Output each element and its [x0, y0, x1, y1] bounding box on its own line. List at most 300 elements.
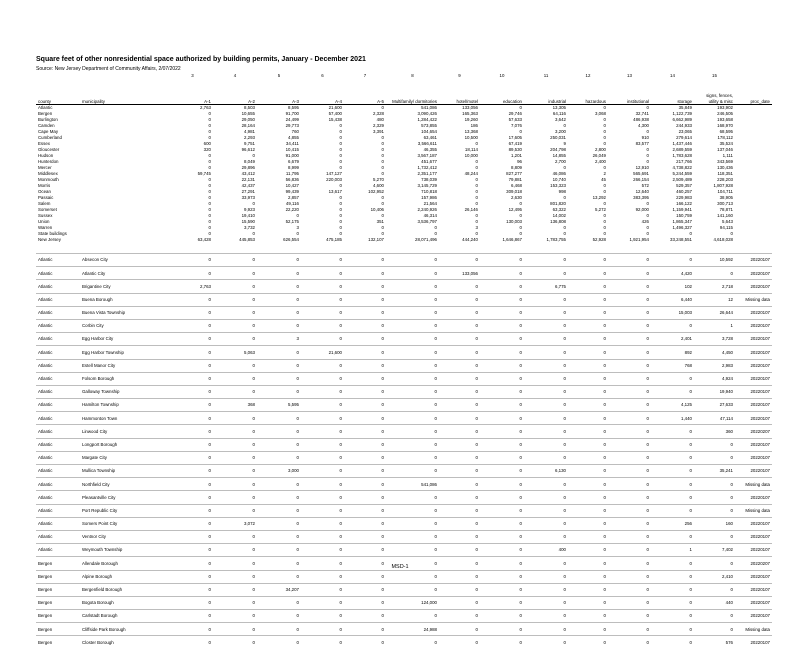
value-cell: 0 [213, 385, 257, 398]
value-cell: 24,988 [386, 623, 439, 636]
value-cell: 0 [257, 636, 301, 649]
value-cell: 0 [651, 583, 694, 596]
value-cell: 0 [301, 636, 344, 649]
summary-value: 79,881 [508, 177, 522, 182]
value-cell: 0 [172, 465, 213, 478]
municipality-cell: Alpine Borough [80, 570, 172, 583]
value-cell: 0 [386, 280, 439, 293]
municipality-cell: Linwood City [80, 425, 172, 438]
summary-value: 157,986 [421, 195, 437, 200]
value-cell: 2,401 [651, 333, 694, 346]
value-cell: 1 [651, 544, 694, 557]
municipality-cell: Brigantine City [80, 280, 172, 293]
summary-value: 118,351 [717, 171, 733, 176]
county-name: New Jersey [38, 237, 61, 242]
value-cell: 4,125 [651, 399, 694, 412]
value-cell: 15,003 [651, 306, 694, 319]
county-cell: Atlantic [36, 425, 80, 438]
value-cell: 0 [386, 465, 439, 478]
value-cell: 0 [608, 465, 651, 478]
summary-value: 0 [339, 225, 342, 230]
value-cell: 5,595 [257, 399, 301, 412]
value-cell: 0 [213, 438, 257, 451]
value-cell: 0 [480, 478, 524, 491]
summary-value: 132,107 [368, 237, 384, 242]
value-cell: 0 [651, 319, 694, 332]
value-cell: 0 [694, 557, 735, 570]
summary-value: 475,185 [326, 237, 342, 242]
proc-date-cell: 20220107 [735, 306, 772, 319]
value-cell: 0 [651, 557, 694, 570]
proc-date-cell: 20220107 [735, 412, 772, 425]
value-cell: 0 [439, 544, 480, 557]
summary-value: 320 [203, 147, 211, 152]
value-cell: 0 [301, 623, 344, 636]
value-cell: 0 [386, 333, 439, 346]
value-cell: 768 [651, 359, 694, 372]
summary-value: 27,291 [241, 189, 255, 194]
value-cell: 0 [172, 438, 213, 451]
value-cell: 2,718 [694, 280, 735, 293]
summary-value: 0 [475, 165, 478, 170]
page-footer: MSD-1 [391, 564, 409, 570]
column-number: 4 [233, 73, 237, 78]
value-cell: 576 [694, 636, 735, 649]
summary-value: 141,160 [717, 213, 733, 218]
summary-value: 0 [339, 183, 342, 188]
table-row [36, 438, 772, 451]
summary-value: 6,679 [288, 159, 299, 164]
value-cell: 0 [608, 504, 651, 517]
value-cell: 0 [480, 530, 524, 543]
value-cell: 0 [480, 306, 524, 319]
value-cell: 47,114 [694, 412, 735, 425]
county-cell: Bergen [36, 557, 80, 570]
county-cell: Atlantic [36, 451, 80, 464]
summary-value: 541,086 [421, 105, 437, 110]
value-cell: 0 [213, 610, 257, 623]
value-cell: 0 [257, 359, 301, 372]
value-cell: 0 [386, 293, 439, 306]
county-cell: Bergen [36, 570, 80, 583]
value-cell: 6,775 [524, 280, 568, 293]
value-cell: 0 [213, 478, 257, 491]
summary-value: 0 [603, 105, 606, 110]
value-cell: 0 [344, 596, 386, 609]
summary-value: 3,200 [555, 129, 566, 134]
value-cell: 0 [608, 267, 651, 280]
value-cell: 0 [344, 359, 386, 372]
value-cell: 0 [439, 570, 480, 583]
summary-value: 0 [603, 231, 606, 236]
county-cell: Atlantic [36, 306, 80, 319]
summary-value: 0 [563, 195, 566, 200]
column-header: hazardous [568, 82, 608, 105]
summary-value: 0 [339, 207, 342, 212]
summary-value: 2,240,926 [417, 207, 437, 212]
municipality-cell: Egg Harbor Township [80, 346, 172, 359]
value-cell: 0 [480, 372, 524, 385]
value-cell: 0 [439, 359, 480, 372]
value-cell: 0 [694, 623, 735, 636]
value-cell: 0 [568, 333, 608, 346]
summary-value: 1,783,628 [672, 153, 692, 158]
proc-date-cell: 20220107 [735, 280, 772, 293]
value-cell: 0 [386, 610, 439, 623]
value-cell: 0 [480, 570, 524, 583]
value-cell: 0 [344, 333, 386, 346]
spacer-row [36, 243, 772, 254]
value-cell: 6,130 [524, 465, 568, 478]
summary-value: 600 [203, 141, 211, 146]
summary-value: 28,164 [241, 123, 255, 128]
summary-value: 565,691 [633, 171, 649, 176]
municipality-cell: Ventnor City [80, 530, 172, 543]
county-name: Monmouth [38, 177, 59, 182]
county-name: Hudson [38, 153, 54, 158]
county-name: State buildings [38, 231, 67, 236]
value-cell: 0 [568, 491, 608, 504]
value-cell: 0 [301, 530, 344, 543]
value-cell: 0 [172, 293, 213, 306]
summary-value: 0 [208, 231, 211, 236]
summary-value: 760 [291, 129, 299, 134]
summary-value: 9,751 [244, 141, 255, 146]
summary-value: 6,468 [511, 183, 522, 188]
summary-value: 64,116 [552, 111, 566, 116]
value-cell: 0 [213, 372, 257, 385]
value-cell: 0 [301, 570, 344, 583]
value-cell: 0 [608, 319, 651, 332]
value-cell: 0 [213, 412, 257, 425]
summary-value: 136,808 [550, 219, 566, 224]
summary-value: 166,122 [676, 201, 692, 206]
table-row [36, 293, 772, 306]
summary-value: 0 [603, 165, 606, 170]
value-cell: 0 [344, 412, 386, 425]
summary-value: 0 [208, 159, 211, 164]
table-row [36, 610, 772, 623]
summary-value: 2,630 [511, 195, 522, 200]
summary-value: 0 [339, 129, 342, 134]
value-cell: 0 [257, 385, 301, 398]
summary-value: 19,410 [241, 213, 255, 218]
value-cell: 0 [480, 425, 524, 438]
summary-value: 0 [208, 183, 211, 188]
summary-value: 0 [208, 177, 211, 182]
summary-value: 63,461 [423, 135, 437, 140]
summary-value: 0 [208, 153, 211, 158]
summary-value: 0 [434, 225, 437, 230]
summary-value: 451,677 [421, 159, 437, 164]
summary-value: 0 [339, 165, 342, 170]
value-cell: 0 [439, 280, 480, 293]
value-cell: 368 [213, 399, 257, 412]
proc-date-cell: 20220107 [735, 636, 772, 649]
summary-value: 343,569 [717, 159, 733, 164]
value-cell: 6,440 [651, 293, 694, 306]
value-cell: 0 [480, 610, 524, 623]
summary-value: 57,400 [328, 111, 342, 116]
column-header: A-2 [213, 82, 257, 105]
summary-value: 0 [208, 189, 211, 194]
proc-date-cell: Missing data [735, 623, 772, 636]
value-cell: 4,924 [694, 372, 735, 385]
value-cell: 0 [439, 636, 480, 649]
value-cell: 0 [480, 385, 524, 398]
summary-value: 266,154 [633, 177, 649, 182]
value-cell: 0 [608, 372, 651, 385]
value-cell: 0 [480, 465, 524, 478]
value-cell: 0 [480, 451, 524, 464]
value-cell: 0 [344, 399, 386, 412]
spacer-cell [36, 243, 772, 254]
county-name: Mercer [38, 165, 52, 170]
value-cell: 0 [608, 438, 651, 451]
value-cell: 0 [301, 293, 344, 306]
municipality-cell: Somers Point City [80, 517, 172, 530]
table-row [36, 372, 772, 385]
summary-value: 0 [519, 129, 522, 134]
value-cell: 0 [172, 478, 213, 491]
summary-value: 0 [603, 189, 606, 194]
column-number: 11 [543, 73, 549, 78]
value-cell: 0 [439, 610, 480, 623]
summary-value: 2,763 [200, 105, 211, 110]
value-cell: 0 [524, 412, 568, 425]
summary-value: 0 [646, 105, 649, 110]
value-cell: 0 [386, 544, 439, 557]
value-cell: 0 [608, 385, 651, 398]
municipality-cell: Longport Borough [80, 438, 172, 451]
value-cell: 0 [480, 583, 524, 596]
value-cell: 0 [651, 530, 694, 543]
summary-value: 0 [603, 141, 606, 146]
value-cell: 0 [480, 491, 524, 504]
value-cell: 0 [694, 438, 735, 451]
value-cell: 0 [651, 491, 694, 504]
summary-value: 17,605 [508, 135, 522, 140]
value-cell: 124,000 [386, 596, 439, 609]
header-row [36, 82, 772, 105]
summary-value: 300,713 [717, 201, 733, 206]
value-cell: 0 [524, 254, 568, 267]
value-cell: 0 [568, 399, 608, 412]
value-cell: 0 [344, 517, 386, 530]
value-cell: 0 [257, 267, 301, 280]
summary-value: 165,363 [462, 111, 478, 116]
value-cell: 0 [524, 267, 568, 280]
county-name: Ocean [38, 189, 51, 194]
value-cell: 0 [386, 254, 439, 267]
value-cell: 0 [439, 517, 480, 530]
blank-cell [80, 73, 172, 82]
value-cell: 0 [608, 530, 651, 543]
value-cell: 0 [257, 451, 301, 464]
value-cell: 0 [568, 544, 608, 557]
summary-value: 1,111 [722, 153, 733, 158]
summary-value: 529,357 [676, 183, 692, 188]
summary-value: 130,003 [506, 219, 522, 224]
value-cell: 0 [344, 425, 386, 438]
value-cell: 0 [568, 267, 608, 280]
summary-value: 0 [519, 201, 522, 206]
value-cell: 0 [568, 557, 608, 570]
municipality-cell: Absecon City [80, 254, 172, 267]
summary-value: 0 [339, 219, 342, 224]
summary-value: 29,746 [508, 111, 522, 116]
value-cell: 0 [344, 478, 386, 491]
column-number: 7 [363, 73, 367, 78]
summary-value: 0 [339, 123, 342, 128]
county-name: Cumberland [38, 135, 62, 140]
summary-value: 2,689,559 [672, 147, 692, 152]
proc-date-cell: 20220107 [735, 372, 772, 385]
value-cell: 0 [213, 596, 257, 609]
value-cell: 0 [568, 570, 608, 583]
value-cell: 3,000 [257, 465, 301, 478]
summary-value: 827,277 [506, 171, 522, 176]
source-note: Source: New Jersey Department of Community Affairs, 2/07/2022 [36, 66, 181, 72]
value-cell: 0 [301, 267, 344, 280]
value-cell: 0 [386, 491, 439, 504]
value-cell: 0 [524, 517, 568, 530]
county-name: Atlantic [38, 105, 53, 110]
value-cell: 0 [608, 425, 651, 438]
summary-value: 63,322 [552, 207, 566, 212]
value-cell: 0 [480, 254, 524, 267]
table-row [36, 333, 772, 346]
summary-value: 56,836 [285, 177, 299, 182]
value-cell: 0 [301, 359, 344, 372]
summary-value: 1,159,941 [672, 207, 692, 212]
value-cell: 0 [213, 623, 257, 636]
value-cell: 0 [524, 583, 568, 596]
value-cell: 0 [608, 636, 651, 649]
summary-value: 3,536,797 [417, 219, 437, 224]
summary-value: 89,530 [508, 147, 522, 152]
summary-value: 52,175 [285, 219, 299, 224]
value-cell: 0 [480, 504, 524, 517]
county-name: Middlesex [38, 171, 58, 176]
summary-value: 4,738,822 [672, 165, 692, 170]
value-cell: 0 [568, 425, 608, 438]
summary-value: 9,923 [244, 207, 255, 212]
column-header: Multifamily/ dormitories [386, 82, 439, 105]
summary-value: 32,741 [635, 111, 649, 116]
summary-value: 91,000 [285, 153, 299, 158]
summary-value: 14,855 [552, 153, 566, 158]
value-cell: 0 [301, 583, 344, 596]
table-row [36, 570, 772, 583]
value-cell: 10,592 [694, 254, 735, 267]
county-name: Cape May [38, 129, 59, 134]
value-cell: 0 [480, 412, 524, 425]
value-cell: 892 [651, 346, 694, 359]
value-cell: 0 [301, 319, 344, 332]
summary-value: 13,305 [552, 105, 566, 110]
summary-value: 0 [339, 147, 342, 152]
value-cell: 0 [568, 280, 608, 293]
county-name: Hunterdon [38, 159, 59, 164]
summary-value: 78,871 [719, 207, 733, 212]
table-row [36, 583, 772, 596]
summary-value: 102,952 [368, 189, 384, 194]
value-cell: 0 [524, 570, 568, 583]
column-number: 8 [411, 73, 414, 78]
value-cell: 0 [301, 478, 344, 491]
value-cell: 0 [213, 583, 257, 596]
value-cell: 0 [213, 254, 257, 267]
value-cell: 0 [651, 636, 694, 649]
value-cell: 0 [301, 306, 344, 319]
summary-value: 0 [603, 213, 606, 218]
summary-value: 0 [519, 231, 522, 236]
summary-value: 0 [519, 225, 522, 230]
summary-value: 94,115 [719, 225, 733, 230]
summary-value: 309,018 [506, 189, 522, 194]
value-cell: 0 [386, 517, 439, 530]
summary-value: 0 [603, 201, 606, 206]
summary-value: 2,509,489 [672, 177, 692, 182]
summary-value: 0 [381, 225, 384, 230]
value-cell: 0 [172, 267, 213, 280]
summary-value: 9 [563, 141, 566, 146]
summary-value: 0 [603, 219, 606, 224]
value-cell: 0 [694, 610, 735, 623]
column-header: hotel/motel [439, 82, 480, 105]
value-cell: 0 [568, 465, 608, 478]
county-cell: Atlantic [36, 504, 80, 517]
value-cell: 0 [608, 570, 651, 583]
summary-value: 13,292 [592, 195, 606, 200]
table-row [36, 306, 772, 319]
value-cell: 0 [172, 610, 213, 623]
summary-value: 2,800 [595, 147, 606, 152]
value-cell: 27,633 [694, 399, 735, 412]
summary-value: 0 [339, 195, 342, 200]
summary-value: 3,145,729 [417, 183, 437, 188]
value-cell: 0 [172, 570, 213, 583]
value-cell: 0 [608, 293, 651, 306]
summary-value: 0 [208, 123, 211, 128]
proc-date-cell: 20220107 [735, 319, 772, 332]
value-cell: 0 [344, 623, 386, 636]
summary-value: 0 [475, 213, 478, 218]
value-cell: 0 [524, 623, 568, 636]
value-cell: 0 [257, 504, 301, 517]
summary-value: 0 [208, 129, 211, 134]
proc-date-cell: 20220107 [735, 596, 772, 609]
value-cell: 0 [568, 610, 608, 623]
value-cell: 0 [301, 372, 344, 385]
county-cell: Atlantic [36, 412, 80, 425]
summary-value: 1,284,422 [417, 117, 437, 122]
summary-value: 0 [563, 165, 566, 170]
summary-value: 6,662,989 [672, 117, 692, 122]
summary-value: 91,700 [285, 111, 299, 116]
column-number-row [36, 73, 772, 82]
summary-value: 0 [208, 111, 211, 116]
value-cell: 0 [568, 636, 608, 649]
value-cell: 0 [386, 412, 439, 425]
value-cell: 0 [524, 425, 568, 438]
value-cell: 0 [439, 530, 480, 543]
summary-value: 10,500 [464, 135, 478, 140]
value-cell: 0 [257, 346, 301, 359]
summary-value: 220,003 [326, 177, 342, 182]
value-cell: 0 [608, 610, 651, 623]
